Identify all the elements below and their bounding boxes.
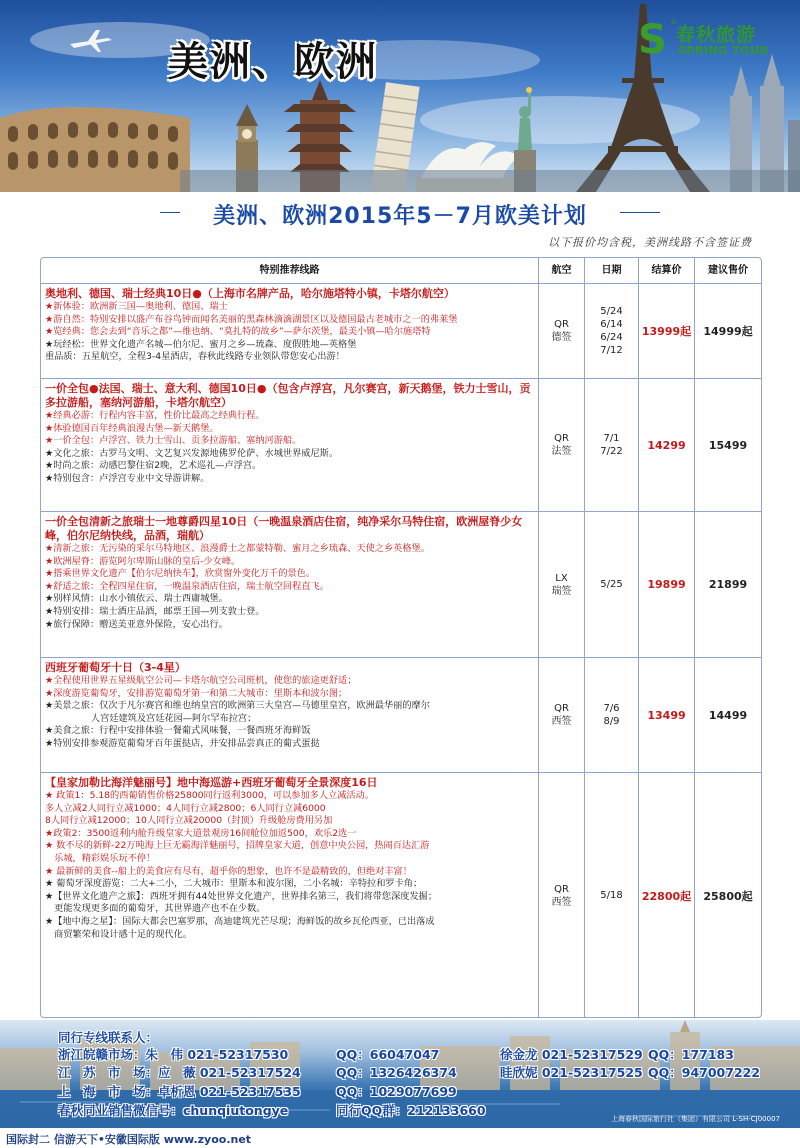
- date-cell: [585, 512, 639, 657]
- departure-date: 5/18: [600, 890, 623, 901]
- departure-date: 5/25: [600, 579, 623, 590]
- route-feature: 重品质：五星航空，全程3-4星酒店，春秋此线路专业领队带您安心出游！: [45, 351, 345, 363]
- route-feature: 更能发现更多面的葡萄牙，其世界遗产也不在少数。: [45, 903, 266, 915]
- settle-price-cell: [639, 512, 695, 657]
- contact-qq: QQ：66047047: [336, 1047, 440, 1062]
- route-title: 一价全包清新之旅瑞士一地尊爵四星10日（一晚温泉酒店住宿，纯净采尔马特住宿，欧洲屋脊少女峰，伯尔尼纳快线，品酒，瑞航）: [45, 515, 523, 542]
- settle-price: 22800起: [641, 889, 692, 903]
- plan-title: 美洲、欧洲2015年5－7月欧美计划: [213, 204, 587, 229]
- suggested-price-cell: [695, 658, 761, 772]
- settle-price-cell: [639, 773, 695, 1018]
- contact-name-phone-2: 徐金龙 021-52317529: [500, 1047, 643, 1062]
- airline-cell: [539, 658, 585, 772]
- logo-mark: S: [638, 17, 667, 63]
- departure-date: 7/22: [600, 446, 623, 457]
- route-cell: [41, 284, 539, 378]
- route-feature: ★旅行保障：赠送美亚意外保险，安心出行。: [45, 618, 228, 630]
- route-feature: ★政策2：3500返利内舱升级皇家大道景观房16间舱位加返500，欢乐2选一: [45, 827, 357, 839]
- route-feature: ★美食之旅：行程中安排体验一餐葡式风味餐，一餐西班牙海鲜饭: [45, 725, 311, 737]
- suggested-price: 14499: [708, 708, 748, 722]
- contact-name-phone: 上 海 市 场：卓析恩 021-52317535: [58, 1084, 301, 1099]
- page-title: 美洲、欧洲: [168, 39, 378, 85]
- header-airline: 航空: [539, 258, 585, 284]
- header-route: 特别推荐线路: [41, 258, 539, 284]
- airline-cell: [539, 512, 585, 657]
- tour-table: [40, 257, 762, 1018]
- airline-cell: [539, 379, 585, 511]
- departure-date: 5/24: [600, 306, 623, 317]
- table-row: [41, 379, 761, 512]
- airline-code: QR: [554, 883, 569, 895]
- route-feature: ★新体验：欧洲新三国—奥地利、德国、瑞士: [45, 301, 228, 312]
- route-feature: ★一价全包：卢浮宫、铁力士雪山、贡多拉游船、塞纳河游船。: [45, 435, 302, 447]
- logo-english: SPRING TOUR: [678, 44, 769, 57]
- qq-group: 同行QQ群：212133660: [336, 1103, 486, 1118]
- logo-chinese: 春秋旅游: [676, 24, 757, 46]
- suggested-price: 15499: [708, 438, 748, 452]
- contact-name-phone: 江 苏 市 场：应 薇 021-52317524: [58, 1065, 301, 1080]
- route-cell: [41, 658, 539, 772]
- departure-date: 6/14: [600, 319, 623, 330]
- route-feature: ★文化之旅：古罗马文明、文艺复兴发源地佛罗伦萨、水城世界威尼斯。: [45, 447, 339, 459]
- route-feature: 乐城，精彩娱乐玩不停！: [45, 852, 156, 864]
- route-feature: ★别样风情：山水小镇依云、瑞士西庸城堡。: [45, 593, 228, 605]
- route-cell: [41, 512, 539, 657]
- date-cell: [585, 284, 639, 378]
- suggested-price: 25800起: [703, 889, 753, 903]
- table-row: [41, 512, 761, 658]
- table-row: [41, 658, 761, 773]
- colosseum-icon: [0, 107, 190, 192]
- suggested-price: 14999起: [703, 325, 753, 338]
- logo-registered: ®: [670, 18, 677, 26]
- airline-cell: [539, 773, 585, 1018]
- route-feature: ★特别安排：瑞士酒庄品酒，邮票王国—列支敦士登。: [45, 605, 265, 617]
- date-cell: [585, 658, 639, 772]
- header-suggested-price: 建议售价: [708, 265, 748, 276]
- suggested-price-cell: [695, 284, 761, 378]
- route-feature: ★览经典：您会去到“音乐之都”—维也纳、“莫扎特的故乡”—萨尔茨堡，最美小镇—哈尔施塔特: [45, 326, 431, 338]
- settle-price: 13999起: [641, 325, 692, 338]
- suggested-price: 21899: [708, 578, 748, 591]
- route-feature: ★【世界文化遗产之旅】：西班牙拥有44处世界文化遗产，世界排名第三，我们将带您深度发掘；: [45, 890, 438, 902]
- settle-price: 14299: [647, 438, 686, 452]
- route-cell: [41, 773, 539, 1018]
- table-header: [41, 258, 761, 284]
- departure-date: 6/24: [600, 332, 623, 343]
- settle-price-cell: [639, 658, 695, 772]
- date-cell: [585, 379, 639, 511]
- route-feature: ★时尚之旅：动感巴黎住宿2晚，艺术巡礼—卢浮宫。: [45, 460, 262, 472]
- route-feature: ★全程使用世界五星级航空公司—卡塔尔航空公司班机，使您的旅途更舒适；: [45, 675, 357, 686]
- header-settle-price: 结算价: [639, 258, 695, 284]
- route-feature: ★特别安排参观游览葡萄牙百年蛋挞店，并安排品尝真正的葡式蛋挞: [45, 737, 320, 749]
- route-feature: ★经典必游：行程内容丰富，性价比最高之经典行程。: [45, 410, 265, 421]
- route-feature: ★特别包含：卢浮宫专业中文导游讲解。: [45, 472, 210, 484]
- airline-code: QR: [554, 703, 569, 714]
- route-feature: ★ 政策1：5.18的西葡销售价格25800同行返利3000，可以参加多人立减活动。: [45, 790, 374, 801]
- airline-code: QR: [554, 433, 569, 444]
- route-feature: ★清新之旅：无污染的采尔马特地区、浪漫爵士之都蒙特勒、蜜月之乡琉森、天使之乡英格堡。: [45, 543, 430, 554]
- route-feature: 人宫廷建筑及宫廷花园—阿尔罕布拉宫；: [45, 712, 257, 724]
- contact-qq: QQ：1326426374: [336, 1065, 457, 1080]
- route-title: 奥地利、德国、瑞士经典10日●（上海市名牌产品，哈尔施塔特小镇，卡塔尔航空）: [45, 287, 455, 300]
- visa-type: 瑞签: [551, 585, 572, 597]
- route-title: 西班牙葡萄牙十日（3-4星）: [45, 661, 186, 674]
- date-cell: [585, 773, 639, 1018]
- footer-contacts: [0, 1020, 800, 1128]
- route-feature: ★欧洲屋脊：游览阿尔卑斯山脉的皇后-少女峰。: [45, 555, 241, 567]
- settle-price-cell: [639, 284, 695, 378]
- route-feature: ★【地中海之星】：国际大都会巴塞罗那，高迪建筑光芒尽现；海鲜饭的故乡瓦伦西亚，已出落成: [45, 915, 435, 927]
- visa-type: 德签: [551, 332, 572, 343]
- route-feature: ★ 葡萄牙深度游览：二大+二小，二大城市：里斯本和波尔图，二小名城：辛特拉和罗卡角；: [45, 878, 423, 890]
- route-feature: ★游自然：特别安排以盛产布谷鸟钟而闻名美丽的黑森林滴滴湖景区以及德国最古老城市之一的弗莱堡: [45, 313, 458, 325]
- price-note: 以下报价均含税，美洲线路不含签证费: [548, 236, 752, 249]
- route-title: 【皇家加勒比海洋魅丽号】地中海巡游+西班牙葡萄牙全景深度16日: [45, 776, 378, 789]
- route-cell: [41, 379, 539, 511]
- route-feature: ★美景之旅：仅次于凡尔赛宫和维也纳皇宫的欧洲第三大皇宫—马德里皇宫，欧洲最华丽的摩尔: [45, 700, 430, 712]
- route-feature: 8人同行立减12000；10人同行立减20000（封顶）升级舱房费用另加: [45, 815, 333, 827]
- settle-price: 13499: [647, 708, 686, 722]
- route-feature: ★舒适之旅：全程四星住宿，一晚温泉酒店住宿，瑞士航空回程直飞。: [45, 580, 329, 592]
- departure-date: 7/1: [603, 433, 620, 444]
- departure-date: 7/6: [603, 703, 620, 714]
- contact-name-phone-2: 眭欣妮 021-52317525: [500, 1065, 643, 1080]
- visa-type: 西签: [551, 716, 572, 727]
- route-feature: ★深度游览葡萄牙，安排游览葡萄牙第一和第二大城市：里斯本和波尔图；: [45, 687, 348, 699]
- airline-cell: [539, 284, 585, 378]
- route-feature: ★体验德国百年经典浪漫古堡—新天鹅堡。: [45, 422, 219, 434]
- company-license: 上海春秋国际旅行社（集团）有限公司 L-SH-CJ00007: [611, 1115, 780, 1123]
- contact-qq: QQ：1029077699: [336, 1084, 457, 1099]
- settle-price-cell: [639, 379, 695, 511]
- suggested-price-cell: [695, 773, 761, 1018]
- airline-code: LX: [555, 572, 568, 584]
- departure-date: 8/9: [603, 716, 620, 727]
- settle-price: 19899: [647, 578, 686, 591]
- route-title: 一价全包●法国、瑞士、意大利、德国10日●（包含卢浮宫，凡尔赛宫，新天鹅堡，铁力士雪山，贡多拉游船，塞纳河游船，卡塔尔航空）: [45, 382, 531, 409]
- header-banner: [0, 0, 800, 192]
- route-feature: ★玩经松：世界文化遗产名城—伯尔尼、蜜月之乡—琉森、度假胜地—英格堡: [45, 338, 357, 350]
- contact-name-phone: 浙江皖赣市场：朱 伟 021-52317530: [58, 1047, 289, 1062]
- departure-date: 7/12: [600, 345, 623, 356]
- spring-tour-logo: [638, 18, 788, 68]
- route-feature: 商贸繁荣和设计感十足的现代化。: [45, 928, 192, 940]
- contact-qq-2: QQ：177183: [648, 1047, 734, 1062]
- table-row: [41, 773, 761, 1018]
- visa-type: 西签: [551, 896, 572, 908]
- suggested-price-cell: [695, 512, 761, 657]
- route-feature: ★ 最新鲜的美食--船上的美食应有尽有，超乎你的想象，也许不是最精致的，但绝对丰富！: [45, 865, 412, 877]
- contact-heading-text: 同行专线联系人：: [58, 1030, 159, 1045]
- route-feature: ★搭乘世界文化遗产【伯尔尼纳快车】，欣赏窗外变化万千的景色。: [45, 568, 316, 580]
- contact-qq-2: QQ：947007222: [648, 1065, 761, 1080]
- wechat-id: 春秋同业销售微信号：chunqiutongye: [58, 1103, 289, 1118]
- airline-code: QR: [554, 319, 569, 330]
- route-feature: 多人立减2人同行立减1000；4人同行立减2800；6人同行立减6000: [45, 802, 326, 814]
- suggested-price-cell: [695, 379, 761, 511]
- route-feature: ★ 数不尽的新鲜-22万吨海上巨无霸海洋魅丽号，招牌皇家大道，创意中央公园，热闹百达汇游: [45, 840, 430, 852]
- table-row: [41, 284, 761, 379]
- visa-type: 法签: [551, 446, 572, 457]
- bottom-caption: 国际封二 信游天下•安徽国际版 www.zyoo.net: [0, 1128, 800, 1148]
- header-date: 日期: [585, 258, 639, 284]
